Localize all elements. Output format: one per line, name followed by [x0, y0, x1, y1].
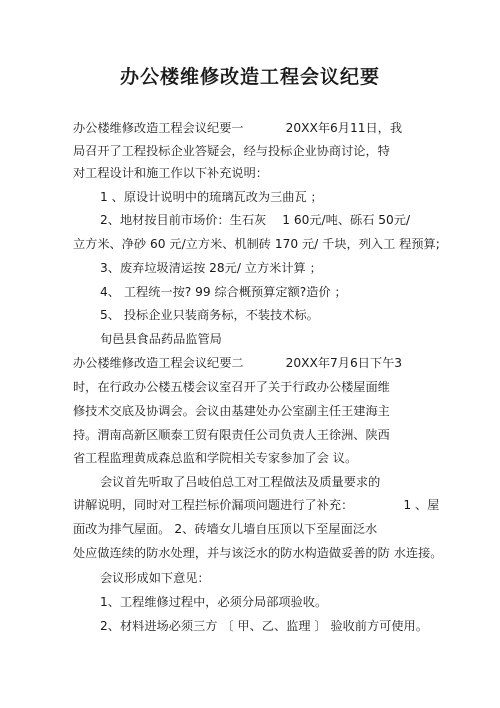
- section2-line5: 省工程监理黄成森总监和学院相关专家参加了会 议。: [73, 451, 358, 465]
- item-2-part-b: 1 60元/吨、砾石 50元/: [282, 213, 411, 227]
- section2-line1: [73, 355, 402, 371]
- para3-line2-part-b: 1 、屋: [403, 498, 440, 512]
- section1-heading: 办公楼维修改造工程会议纪要一: [73, 121, 244, 135]
- item-2-part-a: 2、地材按目前市场价：生石灰: [100, 213, 267, 227]
- item-1: 1 、原设计说明中的琉璃瓦改为三曲瓦 ；: [100, 190, 323, 204]
- section2-line2: 时，在行政办公楼五楼会议室召开了关于行政办公楼屋面维: [73, 380, 390, 394]
- opinion-1: 1、工程维修过程中，必须分局部项验收。: [100, 595, 328, 609]
- section2-line3: 修技术交底及协调会。会议由基建处办公室副主任王建海主: [73, 404, 390, 418]
- para3-line2-part-a: 讲解说明，同时对工程拦标价漏项问题进行了补充：: [73, 498, 354, 512]
- item-4: 4、 工程统一按? 99 综合概预算定额?造价 ；: [100, 285, 347, 299]
- section2-heading: 办公楼维修改造工程会议纪要二: [73, 356, 244, 370]
- item-5: 5、 投标企业只装商务标，不装技术标。: [100, 308, 319, 322]
- para3-line2: [73, 497, 439, 513]
- opinion-2: 2、材料进场必须三方 〔 甲、乙、监理 〕 验收前方可使用。: [100, 619, 428, 633]
- opinions-heading: 会议形成如下意见：: [100, 571, 210, 585]
- section1-line3: 对工程设计和施工作以下补充说明：: [73, 166, 268, 180]
- para3-line4: 处应做连续的防水处理，并与该泛水的防水构造做妥善的防 水连接。: [73, 546, 443, 560]
- section1-date: 20XX年6月11日，我: [285, 121, 403, 135]
- para3-line3: 面改为排气屋面。 2、砖墙女儿墙自压顶以下至屋面泛水: [73, 522, 378, 536]
- item-2-line1: [100, 212, 410, 228]
- item-3: 3、废弃垃圾清运按 28元/ 立方米计算 ；: [100, 261, 322, 275]
- document-title: 办公楼维修改造工程会议纪要: [119, 66, 380, 88]
- signature-org: 旬邑县食品药品监管局: [100, 332, 222, 346]
- section2-date: 20XX年7月6日下午3: [285, 356, 403, 370]
- section1-line2: 局召开了工程投标企业答疑会，经与投标企业协商讨论，特: [73, 144, 390, 158]
- section1-line1: [73, 120, 402, 136]
- item-2-line2: 立方米、净砂 60 元/立方米、机制砖 170 元/ 千块，列入工 程预算;: [73, 237, 440, 251]
- para3-line1: 会议首先听取了吕岐伯总工对工程做法及质量要求的: [100, 475, 381, 489]
- section2-line4: 持。渭南高新区顺泰工贸有限责任公司负责人王徐洲、陕西: [73, 428, 390, 442]
